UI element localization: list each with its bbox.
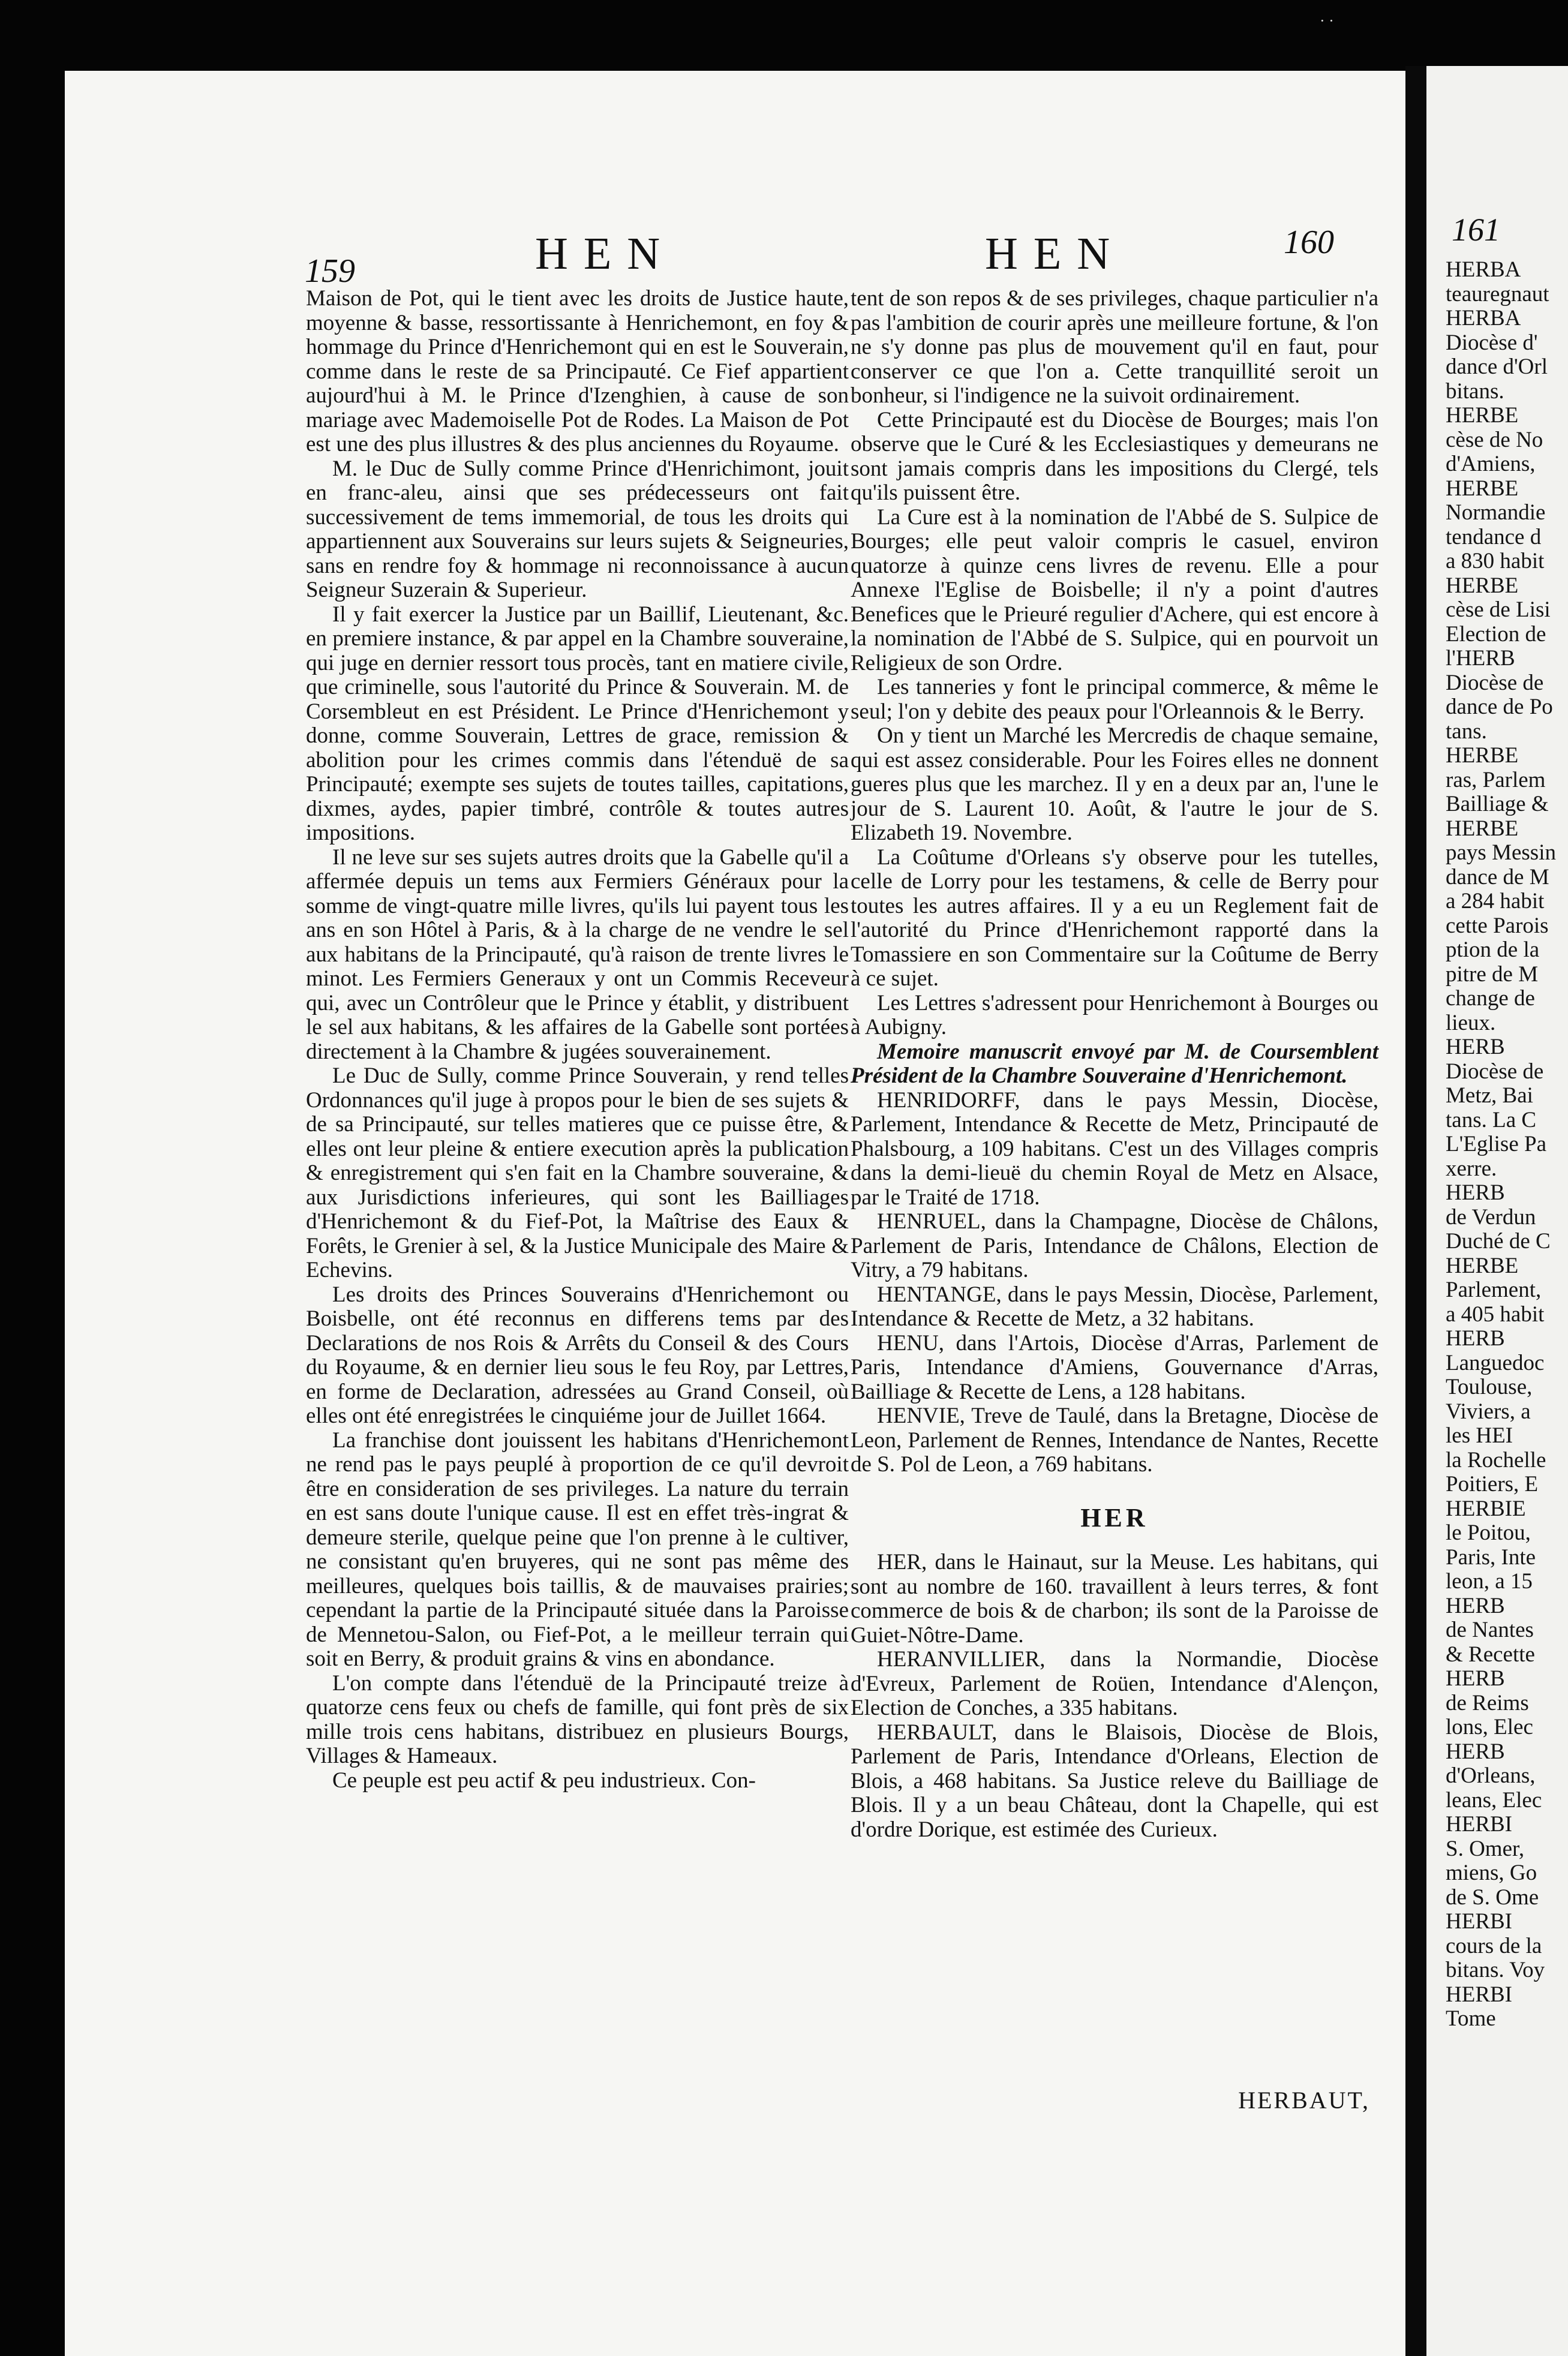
paragraph: tent de son repos & de ses privileges, chaque particulier n'a pas l'ambition de courir après une meilleure fortune, & l'on ne s'y donne pas plus de mouvement qu'il en faut, pour conserver ce que l'on a. Cette tranquillité seroit un bonheur, si l'indigence ne la suivoit ordinairement.: [851, 286, 1378, 408]
page-number-160: 160: [1284, 224, 1334, 261]
right-page-line: Bailliage &: [1446, 792, 1549, 816]
right-page-line: dance d'Orl: [1446, 354, 1548, 379]
right-page-line: HERB: [1446, 1035, 1505, 1059]
scan-speckle: · ·: [1320, 12, 1334, 29]
right-page-line: lons, Elec: [1446, 1715, 1533, 1739]
right-page-line: S. Omer,: [1446, 1836, 1525, 1861]
catchword: HERBAUT,: [1238, 2087, 1370, 2114]
right-page-line: Diocèse d': [1446, 330, 1538, 355]
right-page-line: les HEI: [1446, 1423, 1513, 1448]
right-page-line: HERB: [1446, 1180, 1505, 1205]
right-page-line: de Nantes: [1446, 1618, 1534, 1642]
right-page-line: miens, Go: [1446, 1861, 1537, 1885]
right-page-line: Election de: [1446, 621, 1546, 647]
entry-henu: HENU, dans l'Artois, Diocèse d'Arras, Parlement de Paris, Intendance d'Amiens, Gouvernance d'Arras, Bailliage & Recette de Lens, a 128 habitans.: [851, 1330, 1378, 1404]
paragraph: Maison de Pot, qui le tient avec les droits de Justice haute, moyenne & basse, ressortissante à Henrichemont, en foy & hommage du Prince d'Henrichemont qui en est le Souverain, comme dans le reste de sa Principauté. Ce Fief appartient aujourd'hui à M. le Prince d'Izenghien, à cause de son mariage avec Mademoiselle Pot de Rodes. La Maison de Pot est une des plus illustres & des plus anciennes du Royaume.: [306, 286, 849, 456]
middle-column: [851, 287, 1378, 1842]
right-page-line: bitans.: [1446, 378, 1504, 404]
right-page-line: HERBE: [1446, 816, 1519, 841]
paragraph: On y tient un Marché les Mercredis de chaque semaine, qui est assez considerable. Pour les Foires elles ne donnent gueres plus que les marchez. Il y en a deux par an, l'une le jour de S. Laurent 10. Août, & l'autre le jour de S. Elizabeth 19. Novembre.: [851, 723, 1378, 845]
paragraph: La Coûtume d'Orleans s'y observe pour les tutelles, celle de Lorry pour les testamens, & celle de Berry pour toutes les autres affaires. Il y a eu un Reglement fait de l'autorité du Prince d'Henrichemont rapporté dans la Tomassiere en son Commentaire sur la Coûtume de Berry à ce sujet.: [851, 845, 1378, 991]
running-head-middle: HEN: [985, 229, 1126, 279]
right-page-line: Poitiers, E: [1446, 1472, 1539, 1496]
memoire-attribution: Memoire manuscrit envoyé par M. de Coursemblent Président de la Chambre Souveraine d'Henrichemont.: [851, 1039, 1378, 1088]
right-page-line: L'Eglise Pa: [1446, 1132, 1546, 1156]
right-page-line: HERB: [1446, 1326, 1505, 1351]
right-page-line: Viviers, a: [1446, 1399, 1531, 1424]
paragraph: Les droits des Princes Souverains d'Henrichemont ou Boisbelle, ont été reconnus en differens tems par des Declarations de nos Rois & Arrêts du Conseil & des Cours du Royaume, & en dernier lieu sous le feu Roy, par Lettres, en forme de Declaration, adressées au Grand Conseil, où elles ont été enregistrées le cinquiéme jour de Juillet 1664.: [306, 1282, 849, 1428]
right-page-line: Duché de C: [1446, 1229, 1551, 1254]
right-page-line: ras, Parlem: [1446, 767, 1546, 792]
entry-herbault: HERBAULT, dans le Blaisois, Diocèse de Blois, Parlement de Paris, Intendance d'Orleans, Election de Blois, a 468 habitans. Sa Justice releve du Bailliage de Blois. Il y a un beau Château, dont la Chapelle, qui est d'ordre Dorique, est estimée des Curieux.: [851, 1720, 1378, 1842]
page-gutter: [1405, 66, 1426, 2356]
right-page-line: Normandie: [1446, 500, 1546, 525]
right-page-line: HERB: [1446, 1739, 1505, 1764]
right-page-line: HERBA: [1446, 306, 1521, 330]
right-page-line: HERBI: [1446, 1982, 1512, 2007]
right-page-line: Toulouse,: [1446, 1375, 1533, 1399]
right-page-line: HERBI: [1446, 1812, 1512, 1837]
right-page-line: HERB: [1446, 1593, 1505, 1618]
right-page-line: tans. La C: [1446, 1107, 1537, 1132]
running-head-left: HEN: [535, 229, 676, 279]
entry-henruel: HENRUEL, dans la Champagne, Diocèse de Châlons, Parlement de Paris, Intendance de Châlons, Election de Vitry, a 79 habitans.: [851, 1209, 1378, 1282]
entry-henvie: HENVIE, Treve de Taulé, dans la Bretagne, Diocèse de Leon, Parlement de Rennes, Intendance de Nantes, Recette de S. Pol de Leon, a 769 habitans.: [851, 1404, 1378, 1477]
right-page-line: lieux.: [1446, 1010, 1496, 1035]
left-column: [306, 287, 849, 1793]
right-page-line: leans, Elec: [1446, 1787, 1542, 1813]
right-page-line: de S. Ome: [1446, 1885, 1539, 1910]
right-page-line: pays Messin: [1446, 840, 1556, 865]
right-page-line: tans.: [1446, 719, 1487, 744]
paragraph: Le Duc de Sully, comme Prince Souverain, y rend telles Ordonnances qu'il juge à propos pour le bien de ses sujets & de sa Principauté, sur telles matieres que ce puisse être, & elles ont leur pleine & entiere execution après la publication & enregistrement qui s'en fait en la Chambre souveraine, & aux Jurisdictions inferieures, qui sont les Bailliages d'Henrichemont & du Fief-Pot, la Maîtrise des Eaux & Forêts, le Grenier à sel, & la Justice Municipale des Maire & Echevins.: [306, 1063, 849, 1282]
right-page-line: xerre.: [1446, 1156, 1497, 1181]
right-page-line: de Reims: [1446, 1690, 1529, 1715]
right-page-line: Diocèse de: [1446, 670, 1544, 695]
entry-heranvillier: HERANVILLIER, dans la Normandie, Diocèse d'Evreux, Parlement de Roüen, Intendance d'Alençon, Election de Conches, a 335 habitans.: [851, 1647, 1378, 1720]
paragraph: Ce peuple est peu actif & peu industrieux. Con-: [332, 1768, 756, 1793]
right-page-line: HERBE: [1446, 573, 1519, 598]
right-page-line: le Poitou,: [1446, 1520, 1531, 1545]
right-page-line: Languedoc: [1446, 1350, 1545, 1375]
right-page-line: tendance d: [1446, 524, 1542, 549]
right-page-line: cours de la: [1446, 1933, 1542, 1958]
page-number-159: 159: [305, 253, 355, 290]
right-page-line: Paris, Inte: [1446, 1544, 1536, 1570]
right-page-line: & Recette: [1446, 1642, 1535, 1667]
paragraph: La Cure est à la nomination de l'Abbé de S. Sulpice de Bourges; elle peut valoir compris le casuel, environ quatorze à quinze cens livres de revenu. Elle a pour Annexe l'Eglise de Boisbelle; il n'y a point d'autres Benefices que le Prieuré regulier d'Achere, qui est encore à la nomination de l'Abbé de S. Sulpice, qui en pourvoit un Religieux de son Ordre.: [851, 504, 1378, 675]
paragraph: Les Lettres s'adressent pour Henrichemont à Bourges ou à Aubigny.: [851, 990, 1378, 1039]
right-page-line: de Verdun: [1446, 1204, 1536, 1230]
right-page-line: HERB: [1446, 1666, 1505, 1691]
paragraph: L'on compte dans l'étenduë de la Principauté treize à quatorze cens feux ou chefs de famille, qui font près de six mille trois cens habitans, distribuez en plusieurs Bourgs, Villages & Hameaux.: [306, 1670, 849, 1768]
right-page-line: Metz, Bai: [1446, 1083, 1533, 1108]
right-page-line: dance de M: [1446, 864, 1549, 889]
right-page-line: cette Parois: [1446, 913, 1549, 938]
right-page-line: HERBE: [1446, 743, 1519, 768]
right-page-line: HERBIE: [1446, 1496, 1526, 1521]
paragraph: M. le Duc de Sully comme Prince d'Henrichimont, jouit en franc-aleu, ainsi que ses prédecesseurs ont fait successivement de tems immemorial, de tous les droits qui appartiennent aux Souverains sur leurs sujets & Seigneuries, sans en rendre foy & hommage ni reconnoissance à aucun Seigneur Suzerain & Superieur.: [306, 456, 849, 602]
right-page-line: dance de Po: [1446, 695, 1553, 719]
right-page-line: la Rochelle: [1446, 1447, 1546, 1472]
right-page-line: ption de la: [1446, 937, 1540, 962]
right-page-line: Parlement,: [1446, 1278, 1542, 1302]
right-page-fragment: [1446, 258, 1556, 2032]
entry-her: HER, dans le Hainaut, sur la Meuse. Les habitans, qui sont au nombre de 160. travaillent à leurs terres, & font commerce de bois & de charbon; ils sont de la Paroisse de Guiet-Nôtre-Dame.: [851, 1550, 1378, 1648]
right-page-line: HERBE: [1446, 476, 1519, 501]
right-page-line: leon, a 15: [1446, 1569, 1533, 1594]
right-page-line: teauregnaut: [1446, 281, 1549, 306]
entry-hentange: HENTANGE, dans le pays Messin, Diocèse, Parlement, Intendance & Recette de Metz, a 32 habitans.: [851, 1282, 1378, 1331]
right-page-line: HERBE: [1446, 1253, 1519, 1278]
right-page-line: Diocèse de: [1446, 1059, 1544, 1084]
paragraph: Cette Principauté est du Diocèse de Bourges; mais l'on observe que le Curé & les Ecclesiastiques y demeurans ne sont jamais compris dans les impositions du Clergé, tels qu'ils puissent être.: [851, 407, 1378, 505]
right-page-line: a 405 habit: [1446, 1302, 1545, 1327]
entry-henridorff: HENRIDORFF, dans le pays Messin, Diocèse, Parlement, Intendance & Recette de Metz, Principauté de Phalsbourg, a 109 habitans. C'est un des Villages compris dans la demi-lieuë du chemin Royal de Metz en Alsace, par le Traité de 1718.: [851, 1087, 1378, 1210]
right-page-line: HERBE: [1446, 403, 1519, 428]
right-page-line: d'Orleans,: [1446, 1763, 1536, 1788]
right-page-line: a 284 habit: [1446, 889, 1545, 913]
right-page-line: bitans. Voy: [1446, 1958, 1545, 1982]
right-page-line: cèse de Lisi: [1446, 597, 1551, 622]
right-page-line: pitre de M: [1446, 961, 1539, 987]
right-page-line: l'HERB: [1446, 646, 1515, 671]
paragraph: Il ne leve sur ses sujets autres droits que la Gabelle qu'il a affermée depuis un tems aux Fermiers Généraux pour la somme de vingt-quatre mille livres, qu'ils lui payent tous les ans en son Hôtel à Paris, & à la charge de ne vendre le sel aux habitans de la Principauté, qu'à raison de trente livres le minot. Les Fermiers Generaux y ont un Commis Receveur qui, avec un Contrôleur que le Prince y établit, y distribuent le sel aux habitans, & les affaires de la Gabelle sont portées directement à la Chambre & jugées souverainement.: [306, 845, 849, 1064]
right-page-line: d'Amiens,: [1446, 452, 1536, 476]
right-page-line: Tome: [1446, 2006, 1496, 2031]
paragraph: Les tanneries y font le principal commerce, & même le seul; l'on y debite des peaux pour l'Orleannois & le Berry.: [851, 675, 1378, 724]
page-number-161: 161: [1452, 212, 1500, 248]
paragraph: Il y fait exercer la Justice par un Baillif, Lieutenant, &c. en premiere instance, & par appel en la Chambre souveraine, qui juge en dernier ressort tous procès, tant en matiere civile, que criminelle, sous l'autorité du Prince & Souverain. M. de Corsembleut en est Président. Le Prince d'Henrichemont y donne, comme Souverain, Lettres de grace, remission & abolition pour les crimes commis dans l'étenduë de sa Principauté; exempte ses sujets de toutes tailles, capitations, dixmes, aydes, papier timbré, contrôle & toutes autres impositions.: [306, 602, 849, 845]
right-page-line: HERBI: [1446, 1909, 1512, 1934]
paragraph: La franchise dont jouissent les habitans d'Henrichemont ne rend pas le pays peuplé à proportion de ce qu'il devroit être en consideration de ses privileges. La nature du terrain en est sans doute l'unique cause. Il est en effet très-ingrat & demeure sterile, quelque peine que l'on prenne à le cultiver, ne consistant qu'en bruyeres, qui ne sont pas même des meilleures, quelques bois taillis, & de mauvaises prairies; cependant la partie de la Principauté située dans la Paroisse de Mennetou-Salon, ou Fief-Pot, a le meilleur terrain qui soit en Berry, & produit grains & vins en abondance.: [306, 1428, 849, 1671]
section-heading-her: HER: [1080, 1502, 1149, 1532]
right-page-line: a 830 habit: [1446, 549, 1545, 573]
right-page-line: change de: [1446, 986, 1535, 1011]
right-page-line: HERBA: [1446, 257, 1521, 282]
right-page-line: cèse de No: [1446, 427, 1543, 452]
